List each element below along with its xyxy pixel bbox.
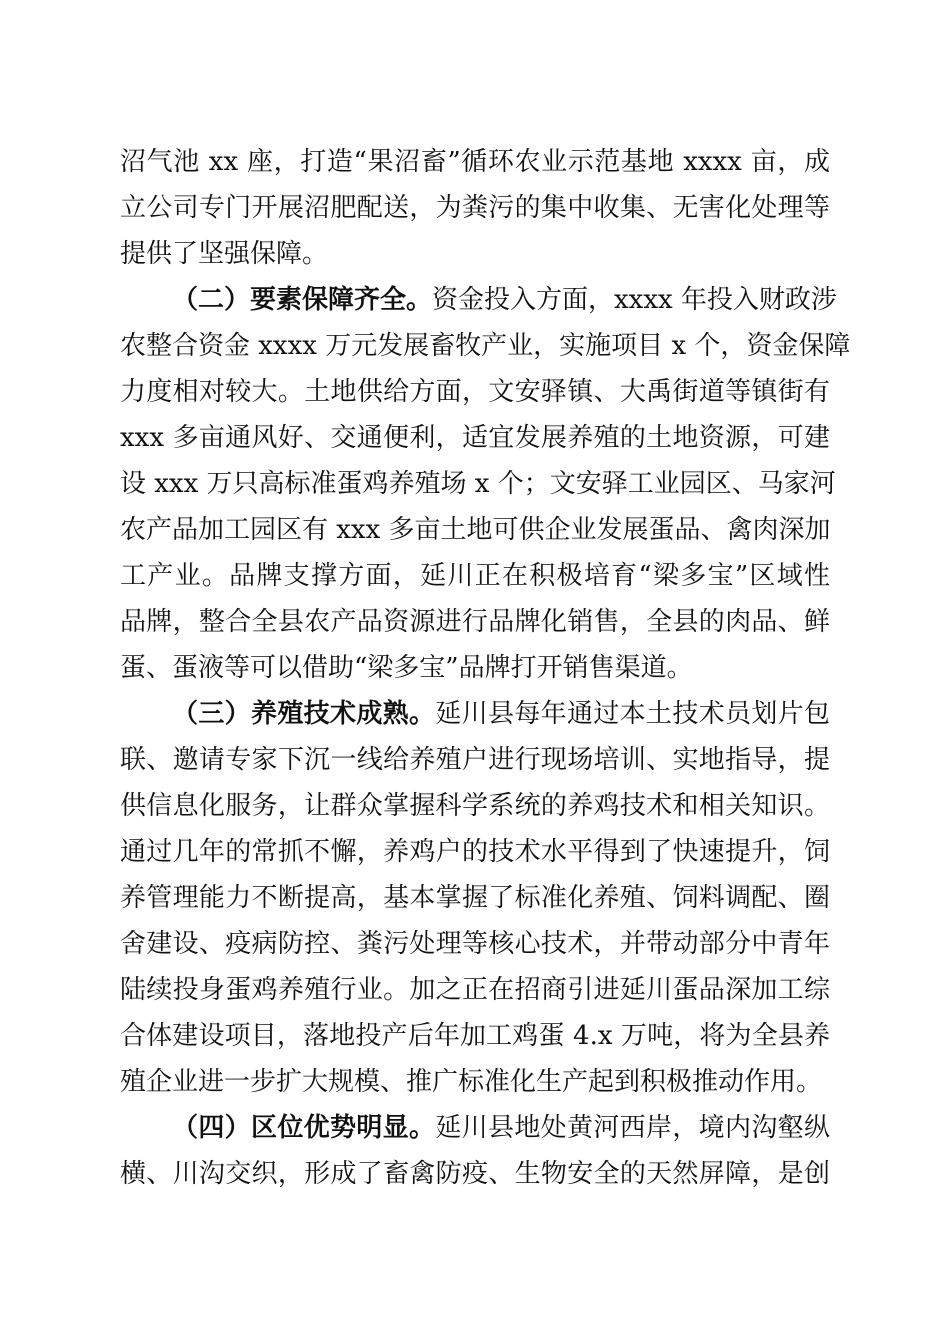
paragraph-line: 养管理能力不断提高，基本掌握了标准化养殖、饲料调配、圈 <box>120 883 830 913</box>
paragraph-text: 延川县地处黄河西岸，境内沟壑纵 <box>435 1113 830 1143</box>
paragraph-line: 舍建设、疫病防控、粪污处理等核心技术，并带动部分中青年 <box>120 929 830 959</box>
paragraph-line: 立公司专门开展沼肥配送，为粪污的集中收集、无害化处理等 <box>120 193 830 223</box>
paragraph-line: 沼气池 xx 座，打造“果沼畜”循环农业示范基地 xxxx 亩，成 <box>120 147 830 177</box>
paragraph-line: 联、邀请专家下沉一线给养殖户进行现场培训、实地指导，提 <box>120 745 830 775</box>
paragraph-line: 合体建设项目，落地投产后年加工鸡蛋 4.x 万吨，将为全县养 <box>120 1021 830 1051</box>
paragraph-line: 设 xxx 万只高标准蛋鸡养殖场 x 个；文安驿工业园区、马家河 <box>120 469 836 499</box>
paragraph-line: 陆续投身蛋鸡养殖行业。加之正在招商引进延川蛋品深加工综 <box>120 975 830 1005</box>
paragraph-line: 横、川沟交织，形成了畜禽防疫、生物安全的天然屏障，是创 <box>120 1159 830 1189</box>
paragraph-line: 提供了坚强保障。 <box>120 239 329 269</box>
paragraph-line: 蛋、蛋液等可以借助“梁多宝”品牌打开销售渠道。 <box>120 653 693 683</box>
paragraph-text: 延川县每年通过本土技术员划片包 <box>435 699 830 729</box>
paragraph-line: 农整合资金 xxxx 万元发展畜牧产业，实施项目 x 个，资金保障 <box>120 331 851 361</box>
paragraph-line: 殖企业进一步扩大规模、推广标准化生产起到积极推动作用。 <box>120 1067 823 1097</box>
paragraph-first-line <box>172 699 830 729</box>
paragraph-line: 力度相对较大。土地供给方面，文安驿镇、大禹街道等镇街有 <box>120 377 830 407</box>
paragraph-line: 通过几年的常抓不懈，养鸡户的技术水平得到了快速提升，饲 <box>120 837 830 867</box>
paragraph-line: 工产业。品牌支撑方面，延川正在积极培育“梁多宝”区域性 <box>120 561 830 591</box>
paragraph-line: 品牌，整合全县农产品资源进行品牌化销售，全县的肉品、鲜 <box>120 607 830 637</box>
paragraph-first-line <box>172 285 837 315</box>
section-heading: （二）要素保障齐全。 <box>172 285 433 315</box>
paragraph-line: 供信息化服务，让群众掌握科学系统的养鸡技术和相关知识。 <box>120 791 830 821</box>
paragraph-line: 农产品加工园区有 xxx 多亩土地可供企业发展蛋品、禽肉深加 <box>120 515 831 545</box>
section-heading: （四）区位优势明显。 <box>172 1113 436 1143</box>
paragraph-line: xxx 多亩通风好、交通便利，适宜发展养殖的土地资源，可建 <box>120 423 830 453</box>
paragraph-text: 资金投入方面，xxxx 年投入财政涉 <box>432 285 837 315</box>
section-heading: （三）养殖技术成熟。 <box>172 699 436 729</box>
paragraph-first-line <box>172 1113 830 1143</box>
